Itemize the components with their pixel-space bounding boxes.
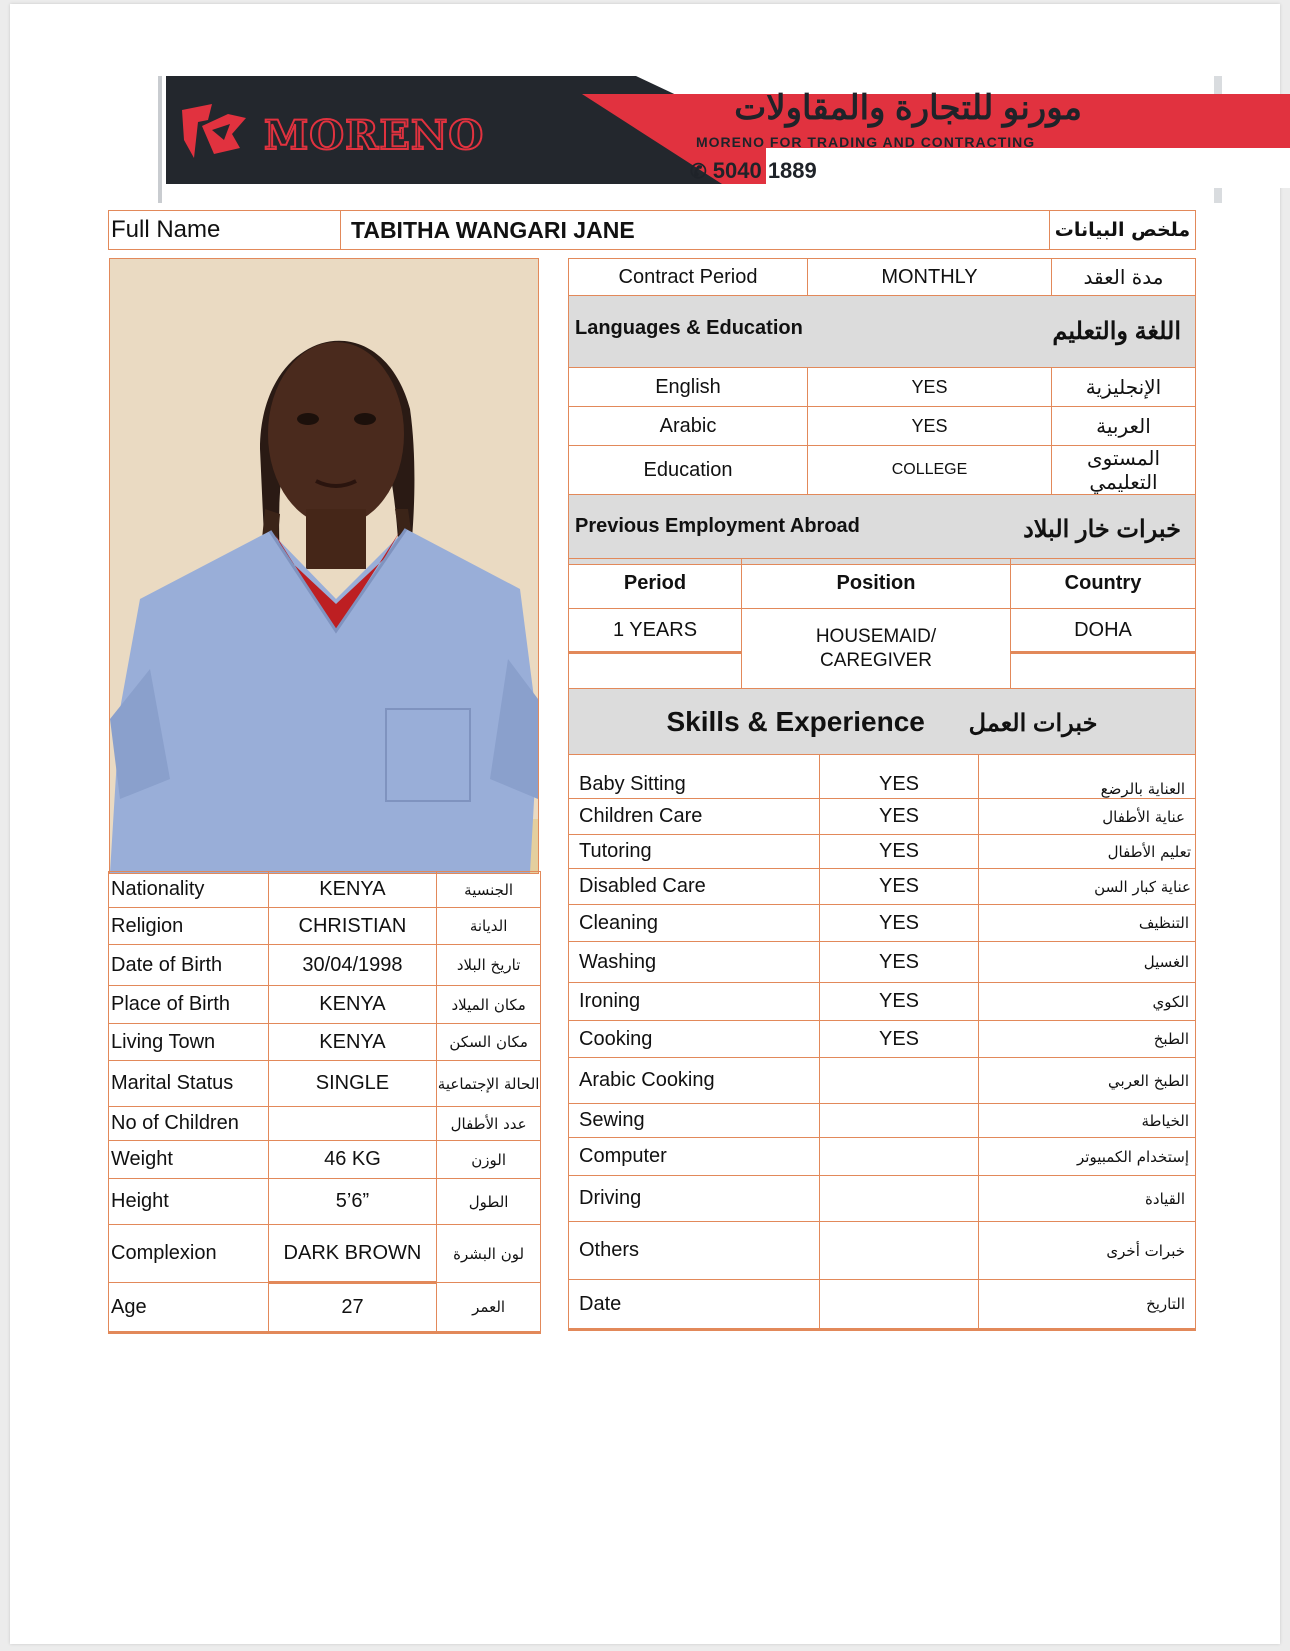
full-name-label-ar: ملخص البيانات xyxy=(1050,211,1196,250)
logo-text: MORENO xyxy=(264,112,485,159)
employment-country: DOHA xyxy=(1011,609,1196,653)
personal-label: Place of Birth xyxy=(109,986,269,1024)
language-value: COLLEGE xyxy=(808,446,1052,495)
personal-label: Religion xyxy=(109,908,269,945)
language-label: Education xyxy=(569,446,808,495)
skill-value: YES xyxy=(820,755,979,799)
contract-row xyxy=(569,259,1196,296)
personal-value: KENYA xyxy=(268,1024,437,1061)
personal-label: Age xyxy=(109,1283,269,1333)
skill-label: Computer xyxy=(569,1138,820,1176)
skills-title-ar: خبرات العمل xyxy=(968,709,1098,737)
skill-value: YES xyxy=(820,869,979,905)
personal-label: No of Children xyxy=(109,1107,269,1141)
personal-row xyxy=(109,908,541,945)
personal-value xyxy=(268,1107,437,1141)
personal-label-ar: الحالة الإجتماعية xyxy=(437,1061,541,1107)
employment-position-line1: HOUSEMAID/ xyxy=(815,625,937,647)
skill-row xyxy=(569,1222,1196,1280)
candidate-photo-image xyxy=(110,259,538,873)
skill-value xyxy=(820,1138,979,1176)
skill-row xyxy=(569,942,1196,983)
skill-label-ar: القيادة xyxy=(979,1176,1196,1222)
skill-label-ar: عناية الأطفال xyxy=(979,799,1196,835)
language-row xyxy=(569,407,1196,446)
language-label-ar: العربية xyxy=(1052,407,1196,446)
full-name-row xyxy=(109,211,1196,250)
skill-value: YES xyxy=(820,983,979,1021)
personal-label-ar: عدد الأطفال xyxy=(437,1107,541,1141)
skill-value: YES xyxy=(820,799,979,835)
languages-header-row xyxy=(569,296,1196,368)
employment-table xyxy=(568,558,1196,755)
skill-value: YES xyxy=(820,835,979,869)
candidate-photo xyxy=(109,258,539,874)
contract-value: MONTHLY xyxy=(808,259,1052,296)
personal-row xyxy=(109,1061,541,1107)
personal-value: SINGLE xyxy=(268,1061,437,1107)
employment-row xyxy=(569,609,1196,653)
skill-row xyxy=(569,1138,1196,1176)
personal-label-ar: لون البشرة xyxy=(437,1225,541,1283)
skill-label-ar: التاريخ xyxy=(979,1280,1196,1330)
skill-row xyxy=(569,1058,1196,1104)
personal-row xyxy=(109,986,541,1024)
employment-empty-cell xyxy=(569,653,742,689)
employment-header xyxy=(569,495,1196,565)
employment-header-row xyxy=(569,495,1196,565)
skill-label-ar: الكوي xyxy=(979,983,1196,1021)
languages-title: Languages & Education xyxy=(575,317,803,339)
moreno-logo-icon xyxy=(178,100,250,164)
skill-value: YES xyxy=(820,942,979,983)
skill-label-ar: التنظيف xyxy=(979,905,1196,942)
personal-value: 30/04/1998 xyxy=(268,945,437,986)
personal-label-ar: مكان الميلاد xyxy=(437,986,541,1024)
full-name-table xyxy=(108,210,1196,250)
skill-label: Others xyxy=(569,1222,820,1280)
phone-number: 5040 1889 xyxy=(712,158,817,183)
skill-label: Sewing xyxy=(569,1104,820,1138)
personal-value: CHRISTIAN xyxy=(268,908,437,945)
skill-label-ar: الغسيل xyxy=(979,942,1196,983)
skill-label-ar: الطبخ العربي xyxy=(979,1058,1196,1104)
personal-label: Height xyxy=(109,1179,269,1225)
skill-row xyxy=(569,835,1196,869)
full-name-value: TABITHA WANGARI JANE xyxy=(341,211,1050,250)
employment-position-line2: CAREGIVER xyxy=(820,649,932,671)
personal-label-ar: الديانة xyxy=(437,908,541,945)
personal-label-ar: مكان السكن xyxy=(437,1024,541,1061)
skills-table xyxy=(568,754,1196,1331)
skill-label-ar: خبرات أخرى xyxy=(979,1222,1196,1280)
skill-label: Baby Sitting xyxy=(569,755,820,799)
employment-title: Previous Employment Abroad xyxy=(575,515,860,537)
skill-label: Ironing xyxy=(569,983,820,1021)
personal-label: Complexion xyxy=(109,1225,269,1283)
skill-value: YES xyxy=(820,905,979,942)
contract-label-ar: مدة العقد xyxy=(1052,259,1196,296)
skill-label: Cleaning xyxy=(569,905,820,942)
language-value: YES xyxy=(808,407,1052,446)
skill-value xyxy=(820,1176,979,1222)
language-row xyxy=(569,368,1196,407)
personal-value: 5’6” xyxy=(268,1179,437,1225)
company-phone xyxy=(690,158,817,184)
contract-label: Contract Period xyxy=(569,259,808,296)
skill-label-ar: إستخدام الكمبيوتر xyxy=(979,1138,1196,1176)
skill-row xyxy=(569,755,1196,799)
skill-label: Disabled Care xyxy=(569,869,820,905)
skill-label-ar: العناية بالرضع xyxy=(979,755,1196,799)
personal-label: Living Town xyxy=(109,1024,269,1061)
skill-row xyxy=(569,983,1196,1021)
personal-row xyxy=(109,1283,541,1333)
banner-white-band xyxy=(766,148,1290,188)
skills-header-row xyxy=(569,689,1196,755)
personal-label: Marital Status xyxy=(109,1061,269,1107)
skill-row xyxy=(569,799,1196,835)
company-name-english: MORENO FOR TRADING AND CONTRACTING xyxy=(696,134,1036,150)
employment-period: 1 YEARS xyxy=(569,609,742,653)
personal-label: Nationality xyxy=(109,872,269,908)
personal-row xyxy=(109,1024,541,1061)
personal-row xyxy=(109,945,541,986)
personal-value: KENYA xyxy=(268,872,437,908)
language-row xyxy=(569,446,1196,495)
company-name-arabic: مورنو للتجارة والمقاولات xyxy=(734,89,1082,127)
skill-row xyxy=(569,1104,1196,1138)
skill-label-ar: الخياطة xyxy=(979,1104,1196,1138)
personal-label-ar: الجنسية xyxy=(437,872,541,908)
language-label: Arabic xyxy=(569,407,808,446)
phone-icon: ✆ xyxy=(690,161,707,183)
skill-label: Tutoring xyxy=(569,835,820,869)
employment-col-country: Country xyxy=(1011,559,1196,609)
language-label-ar: المستوى التعليمي xyxy=(1052,446,1196,495)
company-banner xyxy=(162,76,1222,184)
skill-label: Cooking xyxy=(569,1021,820,1058)
skills-header xyxy=(569,689,1196,755)
personal-value: DARK BROWN xyxy=(268,1225,437,1283)
personal-row xyxy=(109,1141,541,1179)
skill-row xyxy=(569,1021,1196,1058)
full-name-label: Full Name xyxy=(109,211,341,250)
personal-value: 27 xyxy=(268,1283,437,1333)
skill-value xyxy=(820,1058,979,1104)
employment-position xyxy=(742,609,1011,689)
skill-label: Driving xyxy=(569,1176,820,1222)
personal-value: 46 KG xyxy=(268,1141,437,1179)
employment-title-ar: خبرات خار البلاد xyxy=(1023,516,1181,543)
languages-title-ar: اللغة والتعليم xyxy=(1052,318,1181,345)
language-label-ar: الإنجليزية xyxy=(1052,368,1196,407)
skill-value: YES xyxy=(820,1021,979,1058)
personal-label: Date of Birth xyxy=(109,945,269,986)
skill-value xyxy=(820,1280,979,1330)
skill-label: Children Care xyxy=(569,799,820,835)
personal-row xyxy=(109,1225,541,1283)
employment-col-headers xyxy=(569,559,1196,609)
skill-label-ar: عناية كبار السن xyxy=(979,869,1196,905)
skill-value xyxy=(820,1104,979,1138)
employment-empty-cell xyxy=(1011,653,1196,689)
personal-label-ar: الطول xyxy=(437,1179,541,1225)
personal-label-ar: الوزن xyxy=(437,1141,541,1179)
personal-info-table xyxy=(108,871,541,1334)
skill-label-ar: الطبخ xyxy=(979,1021,1196,1058)
skill-label: Washing xyxy=(569,942,820,983)
employment-col-position: Position xyxy=(742,559,1011,609)
personal-row xyxy=(109,1179,541,1225)
personal-row xyxy=(109,872,541,908)
language-label: English xyxy=(569,368,808,407)
skill-row xyxy=(569,1280,1196,1330)
contract-languages-table xyxy=(568,258,1196,565)
skill-row xyxy=(569,1176,1196,1222)
skill-value xyxy=(820,1222,979,1280)
personal-row xyxy=(109,1107,541,1141)
skill-label-ar: تعليم الأطفال xyxy=(979,835,1196,869)
personal-label-ar: العمر xyxy=(437,1283,541,1333)
languages-header xyxy=(569,296,1196,368)
personal-label: Weight xyxy=(109,1141,269,1179)
employment-col-period: Period xyxy=(569,559,742,609)
personal-value: KENYA xyxy=(268,986,437,1024)
personal-label-ar: تاريخ البلاد xyxy=(437,945,541,986)
skill-label: Arabic Cooking xyxy=(569,1058,820,1104)
skill-label: Date xyxy=(569,1280,820,1330)
skill-row xyxy=(569,869,1196,905)
language-value: YES xyxy=(808,368,1052,407)
skill-row xyxy=(569,905,1196,942)
skills-title: Skills & Experience xyxy=(666,705,925,737)
